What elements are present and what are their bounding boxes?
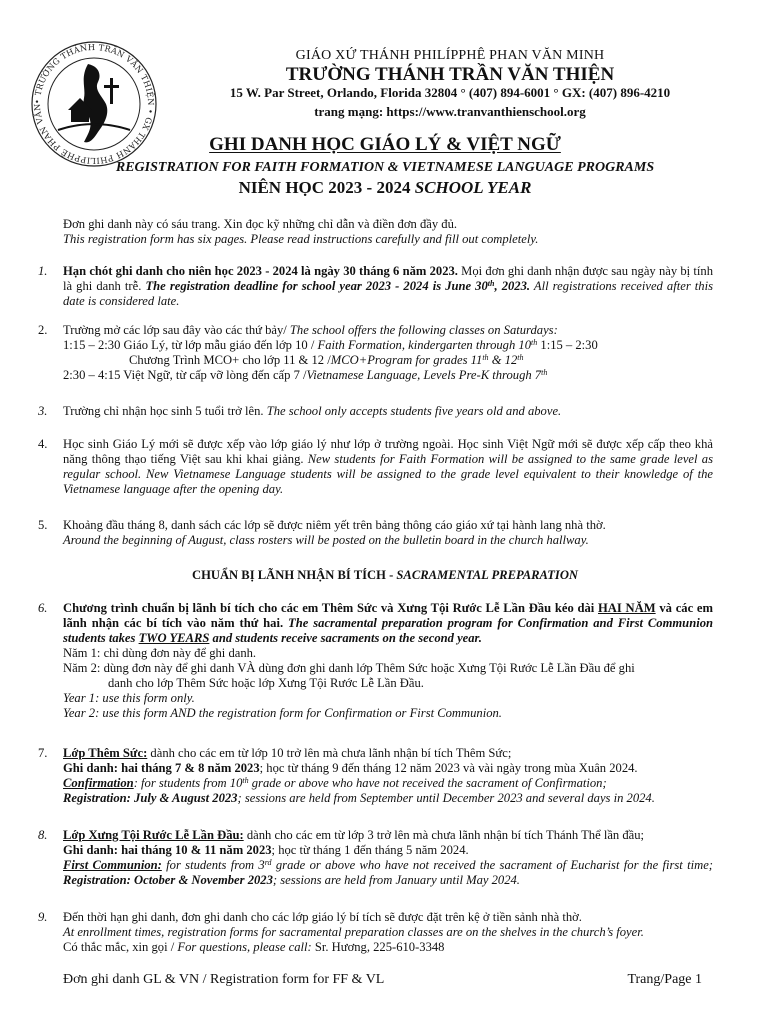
- item2-row3-sup: th: [541, 368, 548, 377]
- section-heading-vn: CHUẨN BỊ LÃNH NHẬN BÍ TÍCH -: [191, 568, 397, 582]
- item-number: 4.: [38, 437, 48, 451]
- item1-deadline-en-a: The registration deadline for school year 2023 - 2024 is June 30: [145, 279, 488, 293]
- item6-y1-en: Year 1: use this form only.: [63, 691, 195, 705]
- item-2: [63, 323, 713, 383]
- item-number: 8.: [38, 828, 48, 842]
- school-name: TRƯỜNG THÁNH TRẦN VĂN THIỆN: [285, 64, 615, 85]
- item8-en2: ; sessions are held from January until May 2024.: [272, 873, 520, 887]
- item1-sup: th: [487, 279, 495, 288]
- item7-reg-vn: Ghi danh: hai tháng 7 & 8 năm 2023: [63, 761, 260, 775]
- intro-vn: Đơn ghi danh này có sáu trang. Xin đọc kỹ những chỉ dẫn và điền đơn đầy đủ.: [63, 217, 458, 231]
- item1-text-en: All registrations received after this date is considered late.: [63, 279, 713, 308]
- item8-reg-vn: Ghi danh: hai tháng 10 & 11 năm 2023: [63, 843, 272, 857]
- item2-row2-en-b: & 12: [488, 353, 518, 367]
- item-number: 7.: [38, 746, 48, 760]
- item2-row1-sup: th: [531, 338, 538, 347]
- item6-y2-en: Year 2: use this form AND the registration form for Confirmation or First Communion.: [63, 706, 502, 720]
- item5-vn: Khoảng đầu tháng 8, danh sách các lớp sẽ được niêm yết trên bảng thông cáo giáo xứ tại hành lang nhà thờ.: [63, 518, 606, 532]
- item9-contact-vn: Có thắc mắc, xin gọi /: [63, 940, 178, 954]
- item2-row3-time: 2:30 – 4:15: [63, 368, 124, 382]
- item-1: [63, 264, 713, 309]
- item8-en1-a: for students from 3: [161, 858, 265, 872]
- item-number: 1.: [38, 264, 48, 278]
- item7-en1-b: grade or above who have not received the sacrament of Confirmation;: [248, 776, 607, 790]
- item-number: 2.: [38, 323, 48, 337]
- item6-bold-vn-b: và các em lãnh nhận các bí tích vào năm thứ hai.: [63, 601, 713, 630]
- item6-bold-en-b: and students receive sacraments on the second year.: [209, 631, 482, 645]
- page-subtitle: REGISTRATION FOR FAITH FORMATION & VIETNAMESE LANGUAGE PROGRAMS: [115, 160, 655, 175]
- item7-en1-sup: th: [242, 776, 249, 785]
- item7-title-vn: Lớp Thêm Sức:: [63, 746, 148, 760]
- item-4: [63, 437, 713, 497]
- item2-row2-sup1: th: [482, 353, 489, 362]
- intro-en: This registration form has six pages. Please read instructions carefully and fill out completely.: [63, 232, 539, 246]
- school-year-vn: NIÊN HỌC 2023 - 2024: [238, 178, 415, 197]
- school-website[interactable]: trang mạng: https://www.tranvanthienschool.org: [314, 104, 586, 119]
- item8-en1-b: grade or above who have not received the sacrament of Eucharist for the first time;: [271, 858, 714, 872]
- item5-en: Around the beginning of August, class rosters will be posted on the bulletin board in the church hallway.: [63, 533, 589, 547]
- item3-vn: Trường chỉ nhận học sinh 5 tuổi trở lên.: [63, 404, 267, 418]
- item-number: 3.: [38, 404, 48, 418]
- parish-name: GIÁO XỨ THÁNH PHILÍPPHÊ PHAN VĂN MINH: [295, 48, 605, 63]
- footer-page-number: Trang/Page 1: [627, 972, 702, 987]
- item-7: [63, 746, 713, 806]
- item2-lead-vn: Trường mở các lớp sau đây vào các thứ bảy/: [63, 323, 290, 337]
- item-number: 9.: [38, 910, 48, 924]
- item8-reg-en: Registration: October & November 2023: [63, 873, 273, 887]
- item2-row2-vn: Chương Trình MCO+ cho lớp 11 & 12 /: [129, 353, 331, 367]
- footer-form-name: Đơn ghi danh GL & VN / Registration form for FF & VL: [63, 972, 385, 987]
- item8-vn1: dành cho các em từ lớp 3 trở lên mà chưa lãnh nhận bí tích Thánh Thể lần đầu;: [243, 828, 645, 842]
- page-title-text: GHI DANH HỌC GIÁO LÝ & VIỆT NGỮ: [209, 134, 561, 155]
- item4-vn: Học sinh Giáo Lý mới sẽ được xếp vào lớp giáo lý như lớp ở trường ngoài. Học sinh Việt Ngữ mới sẽ được xếp cấp theo khả năng thông thạo tiếng Việt sau khi khai giảng.: [63, 437, 713, 466]
- item-5: [63, 518, 713, 548]
- item2-row2-sup2: th: [517, 353, 524, 362]
- item6-bold-vn-u: HAI NĂM: [598, 601, 656, 615]
- item2-row1-vn: Giáo Lý, từ lớp mẫu giáo đến lớp 10 /: [123, 338, 318, 352]
- item8-vn2: ; học từ tháng 1 đến tháng 5 năm 2024.: [271, 843, 469, 857]
- item6-y2-vn: Năm 2: dùng đơn này để ghi danh VÀ dùng đơn ghi danh lớp Thêm Sức hoặc Xưng Tội Rước Lễ Lần Đầu để ghi: [63, 661, 635, 675]
- item2-row2-en-a: MCO+Program for grades 11: [330, 353, 483, 367]
- item1-text-vn: Mọi đơn ghi danh nhận được sau ngày này bị tính là ghi danh trễ.: [63, 264, 713, 293]
- item7-vn2: ; học từ tháng 9 đến tháng 12 năm 2023 và vài ngày trong mùa Xuân 2024.: [259, 761, 638, 775]
- item6-y1-vn: Năm 1: chỉ dùng đơn này để ghi danh.: [63, 646, 257, 660]
- school-year-title: [0, 178, 770, 198]
- item-3: [63, 404, 713, 419]
- item6-bold-en-u: TWO YEARS: [138, 631, 210, 645]
- item-9: [63, 910, 713, 955]
- item7-title-en: Confirmation: [63, 776, 134, 790]
- item8-en1-sup: rd: [264, 858, 272, 867]
- item1-deadline-en-b: , 2023.: [494, 279, 531, 293]
- logo-ring-text: • TRƯỜNG THÁNH TRẦN VĂN THIỆN • GX THÁNH PHILIPPHÊ PHAN VĂN: [31, 41, 157, 167]
- intro-paragraph: [63, 217, 723, 247]
- item8-title-vn: Lớp Xưng Tội Rước Lễ Lần Đầu:: [63, 828, 244, 842]
- item9-contact-en: For questions, please call:: [177, 940, 312, 954]
- item6-y2-vn-cont: danh cho lớp Thêm Sức hoặc lớp Xưng Tội Rước Lễ Lần Đầu.: [108, 676, 424, 690]
- item2-row3-vn: Việt Ngữ, từ cấp vỡ lòng đến cấp 7 /: [123, 368, 307, 382]
- item9-contact: Sr. Hương, 225-610-3348: [311, 940, 445, 954]
- item7-reg-en: Registration: July & August 2023: [63, 791, 238, 805]
- item6-bold-en-a: The sacramental preparation program for Confirmation and First Communion students takes: [63, 616, 713, 645]
- school-year-en: SCHOOL YEAR: [414, 178, 532, 197]
- item7-vn1: dành cho các em từ lớp 10 trở lên mà chưa lãnh nhận bí tích Thêm Sức;: [147, 746, 512, 760]
- item7-en1-a: : for students from 10: [133, 776, 243, 790]
- item2-row1-time: 1:15 – 2:30: [63, 338, 124, 352]
- item2-row1-end: 1:15 – 2:30: [537, 338, 598, 352]
- item-number: 6.: [38, 601, 48, 615]
- item2-row3-en: Vietnamese Language, Levels Pre-K through 7: [306, 368, 542, 382]
- item-8: [63, 828, 713, 888]
- item-6: [63, 601, 713, 721]
- page-title: [0, 134, 770, 156]
- school-address: 15 W. Par Street, Orlando, Florida 32804 ° (407) 894-6001 ° GX: (407) 896-4210: [229, 85, 671, 100]
- item-number: 5.: [38, 518, 48, 532]
- item1-deadline-vn: Hạn chót ghi danh cho niên học 2023 - 2024 là ngày 30 tháng 6 năm 2023.: [63, 264, 458, 278]
- item3-en: The school only accepts students five years old and above.: [266, 404, 562, 418]
- item6-bold-vn-a: Chương trình chuẩn bị lãnh bí tích cho các em Thêm Sức và Xưng Tội Rước Lễ Lần Đầu kéo dài: [63, 601, 599, 615]
- item4-en: New students for Faith Formation will be assigned to the same grade level as regular school. New Vietnamese Language students will be assigned to the grade level equivalent to their knowledge of the Vietnamese language after the opening day.: [63, 452, 713, 496]
- section-heading-en: SACRAMENTAL PREPARATION: [396, 568, 579, 582]
- item2-lead-en: The school offers the following classes on Saturdays:: [289, 323, 558, 337]
- item9-en: At enrollment times, registration forms for sacramental preparation classes are on the shelves in the church’s foyer.: [63, 925, 644, 939]
- item7-en2: ; sessions are held from September until December 2023 and several days in 2024.: [237, 791, 655, 805]
- item2-row1-en: Faith Formation, kindergarten through 10: [317, 338, 532, 352]
- item9-vn: Đến thời hạn ghi danh, đơn ghi danh cho các lớp giáo lý bí tích sẽ được đặt trên kệ ở tiền sảnh nhà thờ.: [63, 910, 582, 924]
- section-heading: [0, 568, 770, 583]
- item8-title-en: First Communion:: [63, 858, 162, 872]
